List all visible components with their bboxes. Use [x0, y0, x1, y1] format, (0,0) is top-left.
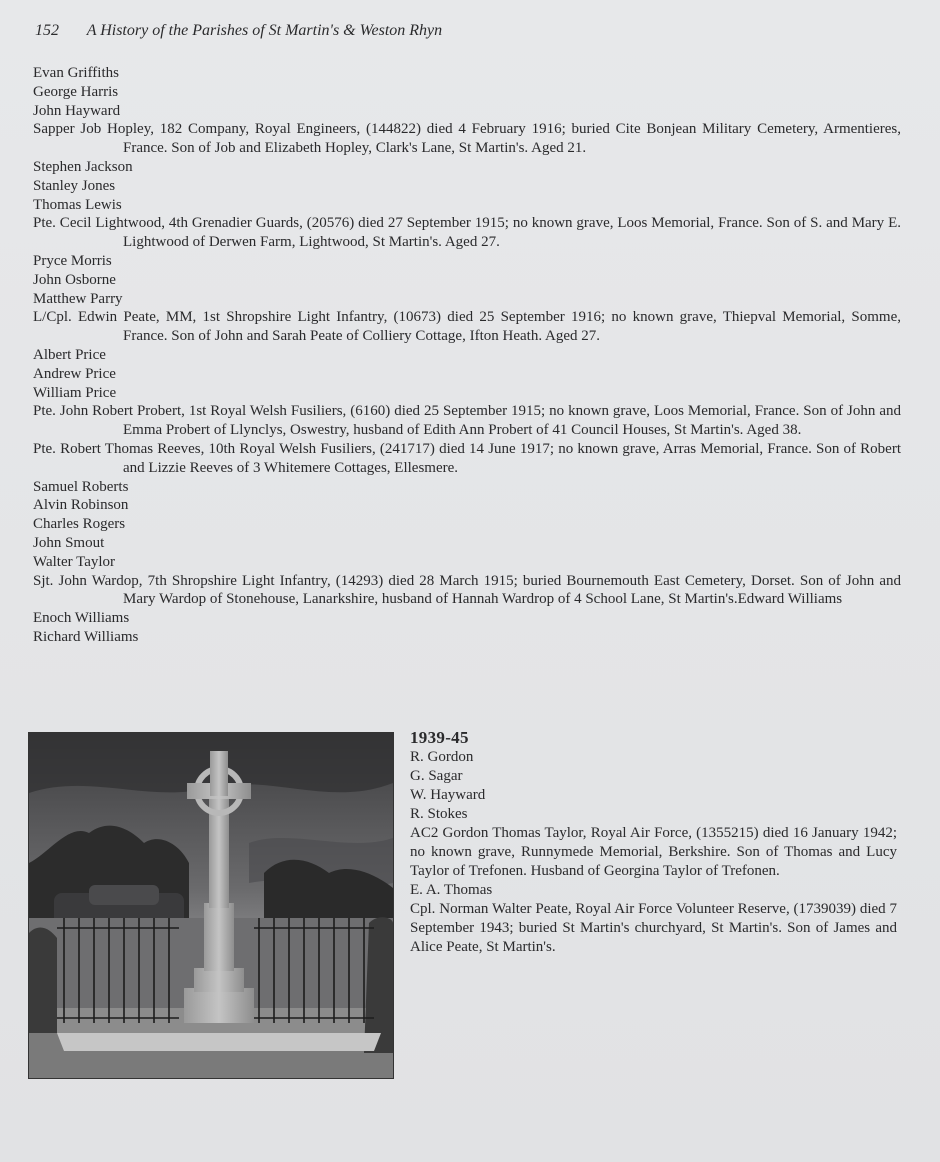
- roll-entry: Charles Rogers: [33, 516, 126, 533]
- roll-entry: AC2 Gordon Thomas Taylor, Royal Air Force, (1355215) died 16 January 1942; no known grave, Runnymede Memorial, Berkshire. Son of Thomas and Lucy Taylor of Trefonen. Husband of Georgina Taylor of Trefonen.: [410, 825, 897, 879]
- roll-entry: Alvin Robinson: [33, 497, 129, 514]
- ww1-roll-of-honour: [33, 64, 901, 647]
- roll-entry: Cpl. Norman Walter Peate, Royal Air Force Volunteer Reserve, (1739039) died 7 September 1943; buried St Martin's churchyard, St Martin's. Son of James and Alice Peate, St Martin's.: [410, 901, 897, 955]
- roll-entry: Andrew Price: [33, 365, 116, 382]
- roll-entry: Thomas Lewis: [33, 196, 122, 213]
- memorial-cross-image: [29, 733, 393, 1078]
- roll-entry: George Harris: [33, 83, 119, 100]
- roll-entry: Pte. John Robert Probert, 1st Royal Welsh Fusiliers, (6160) died 25 September 1915; no known grave, Loos Memorial, France. Son of John and Emma Probert of Llynclys, Oswestry, husband of Edith Ann Probert of 41 Council Houses, St Martin's. Aged 38.: [33, 403, 901, 439]
- roll-entry: William Price: [33, 384, 117, 401]
- roll-entry: Evan Griffiths: [33, 65, 119, 81]
- book-title: A History of the Parishes of St Martin's & Weston Rhyn: [86, 22, 443, 39]
- roll-entry: G. Sagar: [410, 768, 463, 784]
- roll-entry: Richard Williams: [33, 628, 139, 645]
- roll-entry: R. Stokes: [410, 806, 468, 822]
- roll-entry: Sapper Job Hopley, 182 Company, Royal Engineers, (144822) died 4 February 1916; buried Cite Bonjean Military Cemetery, Armentieres, France. Son of Job and Elizabeth Hopley, Clark's Lane, St Martin's. Aged 21.: [33, 121, 901, 157]
- roll-entry: Enoch Williams: [33, 610, 130, 627]
- roll-entry: W. Hayward: [410, 787, 486, 803]
- roll-entry: Albert Price: [33, 346, 106, 363]
- roll-entry: L/Cpl. Edwin Peate, MM, 1st Shropshire Light Infantry, (10673) died 25 September 1916; no known grave, Thiepval Memorial, Somme, France. Son of John and Sarah Peate of Colliery Cottage, Ifton Heath. Aged 27.: [33, 309, 901, 345]
- roll-entry: Sjt. John Wardop, 7th Shropshire Light Infantry, (14293) died 28 March 1915; buried Bournemouth East Cemetery, Dorset. Son of John and Mary Wardop of Stonehouse, Lanarkshire, husband of Hannah Wardrop of 4 School Lane, St Martin's.Edward Williams: [33, 572, 901, 608]
- roll-entry: E. A. Thomas: [410, 882, 493, 898]
- roll-entry: Matthew Parry: [33, 290, 123, 307]
- roll-entry: Stephen Jackson: [33, 158, 133, 175]
- roll-entry: Pte. Robert Thomas Reeves, 10th Royal Welsh Fusiliers, (241717) died 14 June 1917; no known grave, Arras Memorial, France. Son of Robert and Lizzie Reeves of 3 Whitemere Cottages, Ellesmere.: [33, 440, 901, 476]
- running-header: [35, 22, 442, 40]
- roll-entry: John Hayward: [33, 102, 121, 119]
- roll-entry: Stanley Jones: [33, 177, 116, 194]
- roll-entry: Pte. Cecil Lightwood, 4th Grenadier Guards, (20576) died 27 September 1915; no known grave, Loos Memorial, France. Son of S. and Mary E. Lightwood of Derwen Farm, Lightwood, St Martin's. Aged 27.: [33, 215, 901, 251]
- ww2-roll-of-honour: [410, 728, 897, 957]
- ww2-heading: 1939-45: [410, 728, 469, 747]
- roll-entry: R. Gordon: [410, 749, 474, 765]
- roll-entry: Samuel Roberts: [33, 478, 129, 495]
- page-number: 152: [35, 22, 59, 39]
- war-memorial-photo: [28, 732, 394, 1079]
- roll-entry: Pryce Morris: [33, 252, 112, 269]
- roll-entry: John Osborne: [33, 271, 116, 288]
- roll-entry: Walter Taylor: [33, 553, 116, 570]
- roll-entry: John Smout: [33, 534, 105, 551]
